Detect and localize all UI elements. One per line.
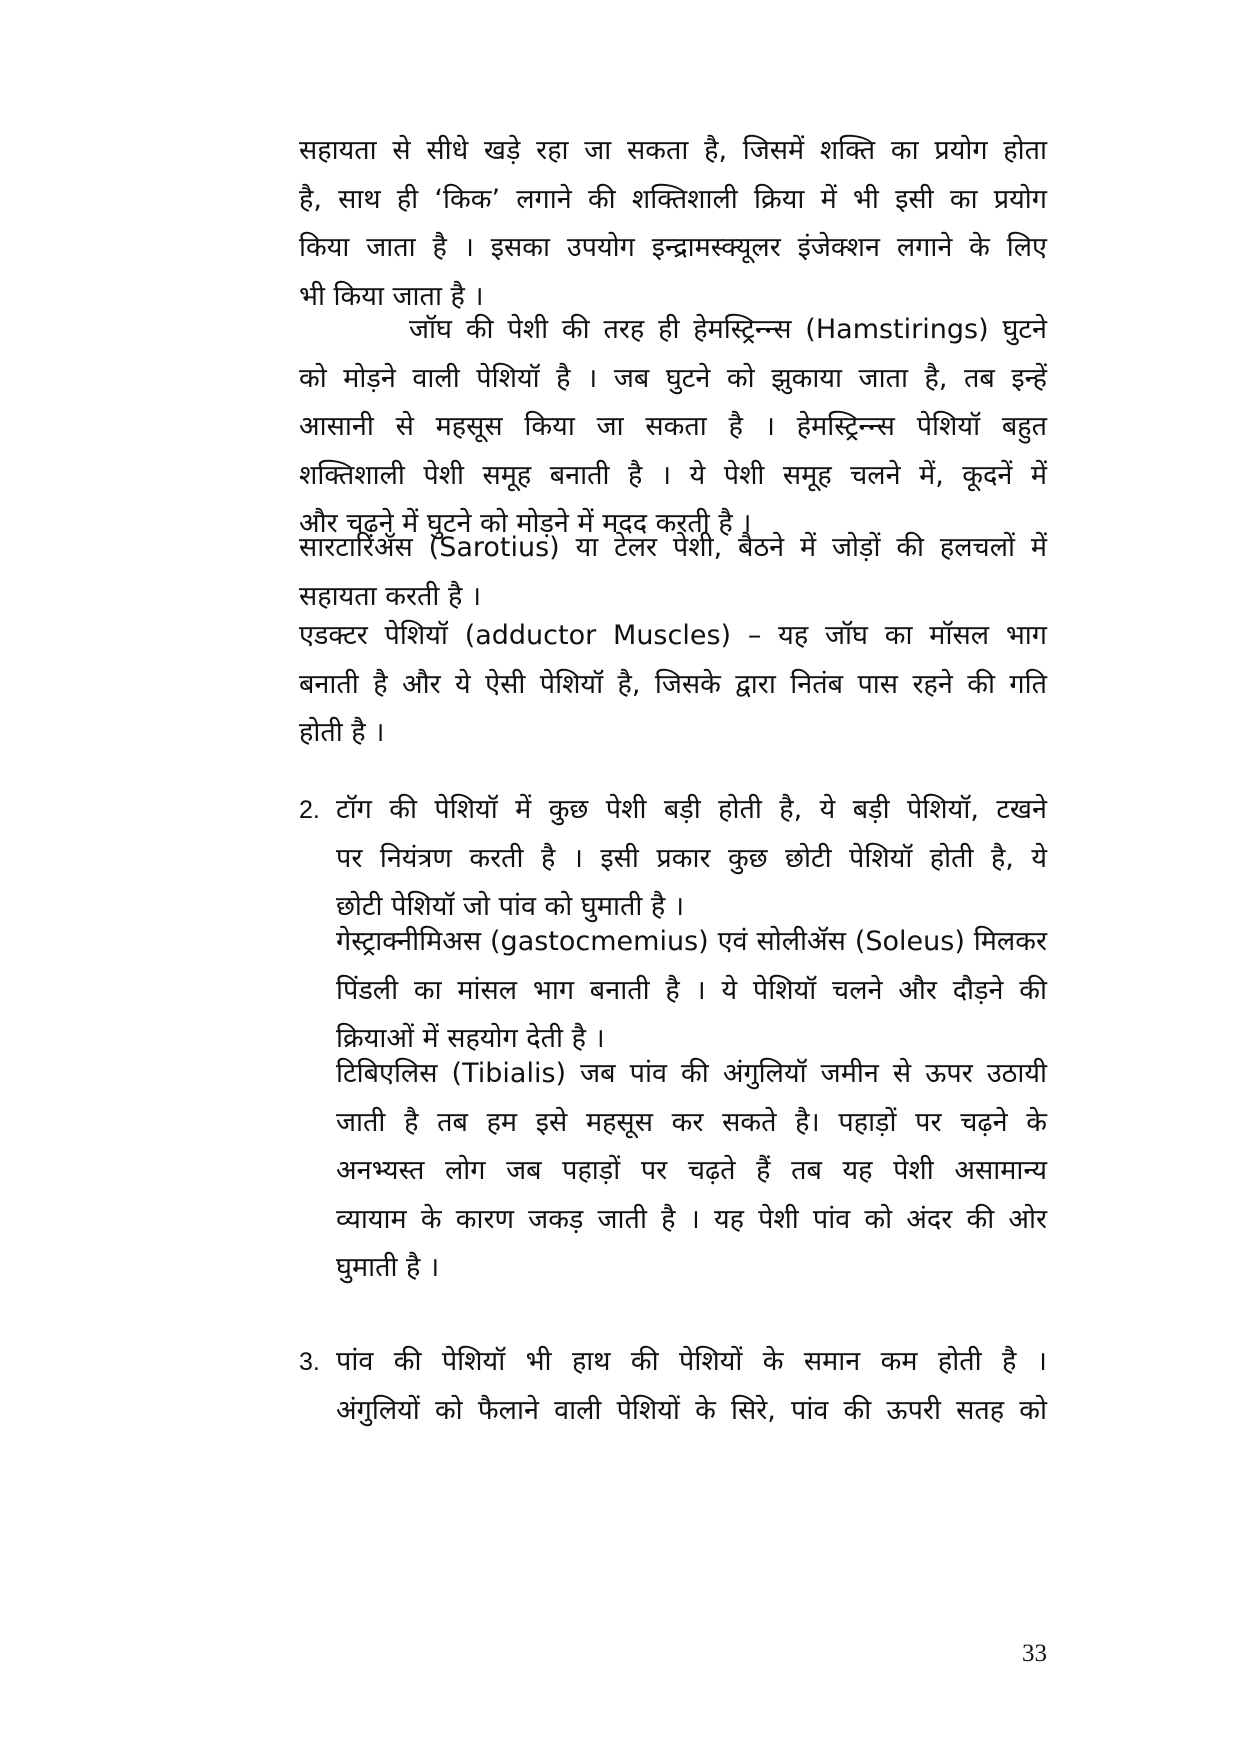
item-2-part-2 <box>336 918 1047 1064</box>
text-line: सहायता से सीधे खड़े रहा जा सकता है, जिसमें शक्ति का प्रयोग होता <box>299 135 1047 166</box>
text-line: होती है । <box>299 717 385 748</box>
text-line: जाती है तब हम इसे महसूस कर सकते है। पहाड़ों पर चढ़ने के <box>336 1106 1047 1138</box>
text-line: है, साथ ही ‘किक’ लगाने की शक्तिशाली क्रिया में भी इसी का प्रयोग <box>299 183 1047 215</box>
text-line: घुमाती है । <box>336 1252 440 1283</box>
text-line: बनाती है और ये ऐसी पेशियॉ है, जिसके द्वारा नितंब पास रहने की गति <box>299 668 1047 700</box>
text-line: किया जाता है । इसका उपयोग इन्द्रामस्क्यूलर इंजेक्शन लगाने के लिए <box>299 232 1047 263</box>
text-line: भी किया जाता है । <box>299 280 484 312</box>
text-line: आसानी से महसूस किया जा सकता है । हेमस्ट्रिन्न्स पेशियॉ बहुत <box>299 411 1047 442</box>
paragraph-3 <box>299 524 1047 621</box>
text-line: टिबिएलिस (Tibialis) जब पांव की अंगुलियॉ जमीन से ऊपर उठायी <box>336 1058 1047 1089</box>
text-line: अनभ्यस्त लोग जब पहाड़ों पर चढ़ते हैं तब यह पेशी असामान्य <box>336 1155 1047 1186</box>
text-line: छोटी पेशियॉ जो पांव को घुमाती है । <box>336 891 685 922</box>
item-2-part-1 <box>336 786 1047 932</box>
text-line: व्यायाम के कारण जकड़ जाती है । यह पेशी पांव को अंदर की ओर <box>336 1203 1047 1235</box>
text-line: पिंडली का मांसल भाग बनाती है । ये पेशियॉ चलने और दौड़ने की <box>336 974 1047 1006</box>
paragraph-4 <box>299 612 1047 758</box>
text-line: सहायता करती है । <box>299 580 482 612</box>
paragraph-1 <box>299 127 1047 321</box>
item-2-part-3 <box>336 1050 1047 1293</box>
text-line: पर नियंत्रण करती है । इसी प्रकार कुछ छोटी पेशियॉ होती है, ये <box>336 842 1047 874</box>
text-line: एडक्टर पेशियॉ (adductor Muscles) – यह जॉघ का मॉसल भाग <box>299 620 1047 651</box>
text-line: सारटारिॲस (Sarotius) या टेलर पेशी, बैठने में जोड़ों की हलचलों में <box>299 532 1047 563</box>
item-number: 3. <box>299 1348 320 1376</box>
text-line: क्रियाओं में सहयोग देती है । <box>336 1023 605 1054</box>
item-number: 2. <box>299 796 320 824</box>
text-line: पांव की पेशियॉ भी हाथ की पेशियों के समान कम होती है । <box>336 1346 1047 1377</box>
text-line: और चढ़ने में घुटने को मोड़ने में मदद करती है । <box>299 508 752 539</box>
text-line: जॉघ की पेशी की तरह ही हेमस्ट्रिन्न्स (Hamstirings) घुटने <box>409 314 1047 345</box>
text-line: शक्तिशाली पेशी समूह बनाती है । ये पेशी समूह चलने में, कूदनें में <box>299 459 1047 491</box>
text-line: अंगुलियों को फैलाने वाली पेशियों के सिरे, पांव की ऊपरी सतह को <box>336 1394 1047 1426</box>
text-line: टॉग की पेशियॉ में कुछ पेशी बड़ी होती है, ये बड़ी पेशियॉ, टखने <box>336 794 1047 825</box>
text-line: को मोड़ने वाली पेशियॉ है । जब घुटने को झुकाया जाता है, तब इन्हें <box>299 362 1047 394</box>
item-3-body <box>336 1338 1047 1435</box>
page-number: 33 <box>1022 1640 1047 1667</box>
text-line: गेस्ट्राक्नीमिअस (gastocmemius) एवं सोलीॲस (Soleus) मिलकर <box>336 926 1047 957</box>
paragraph-2 <box>299 306 1047 549</box>
